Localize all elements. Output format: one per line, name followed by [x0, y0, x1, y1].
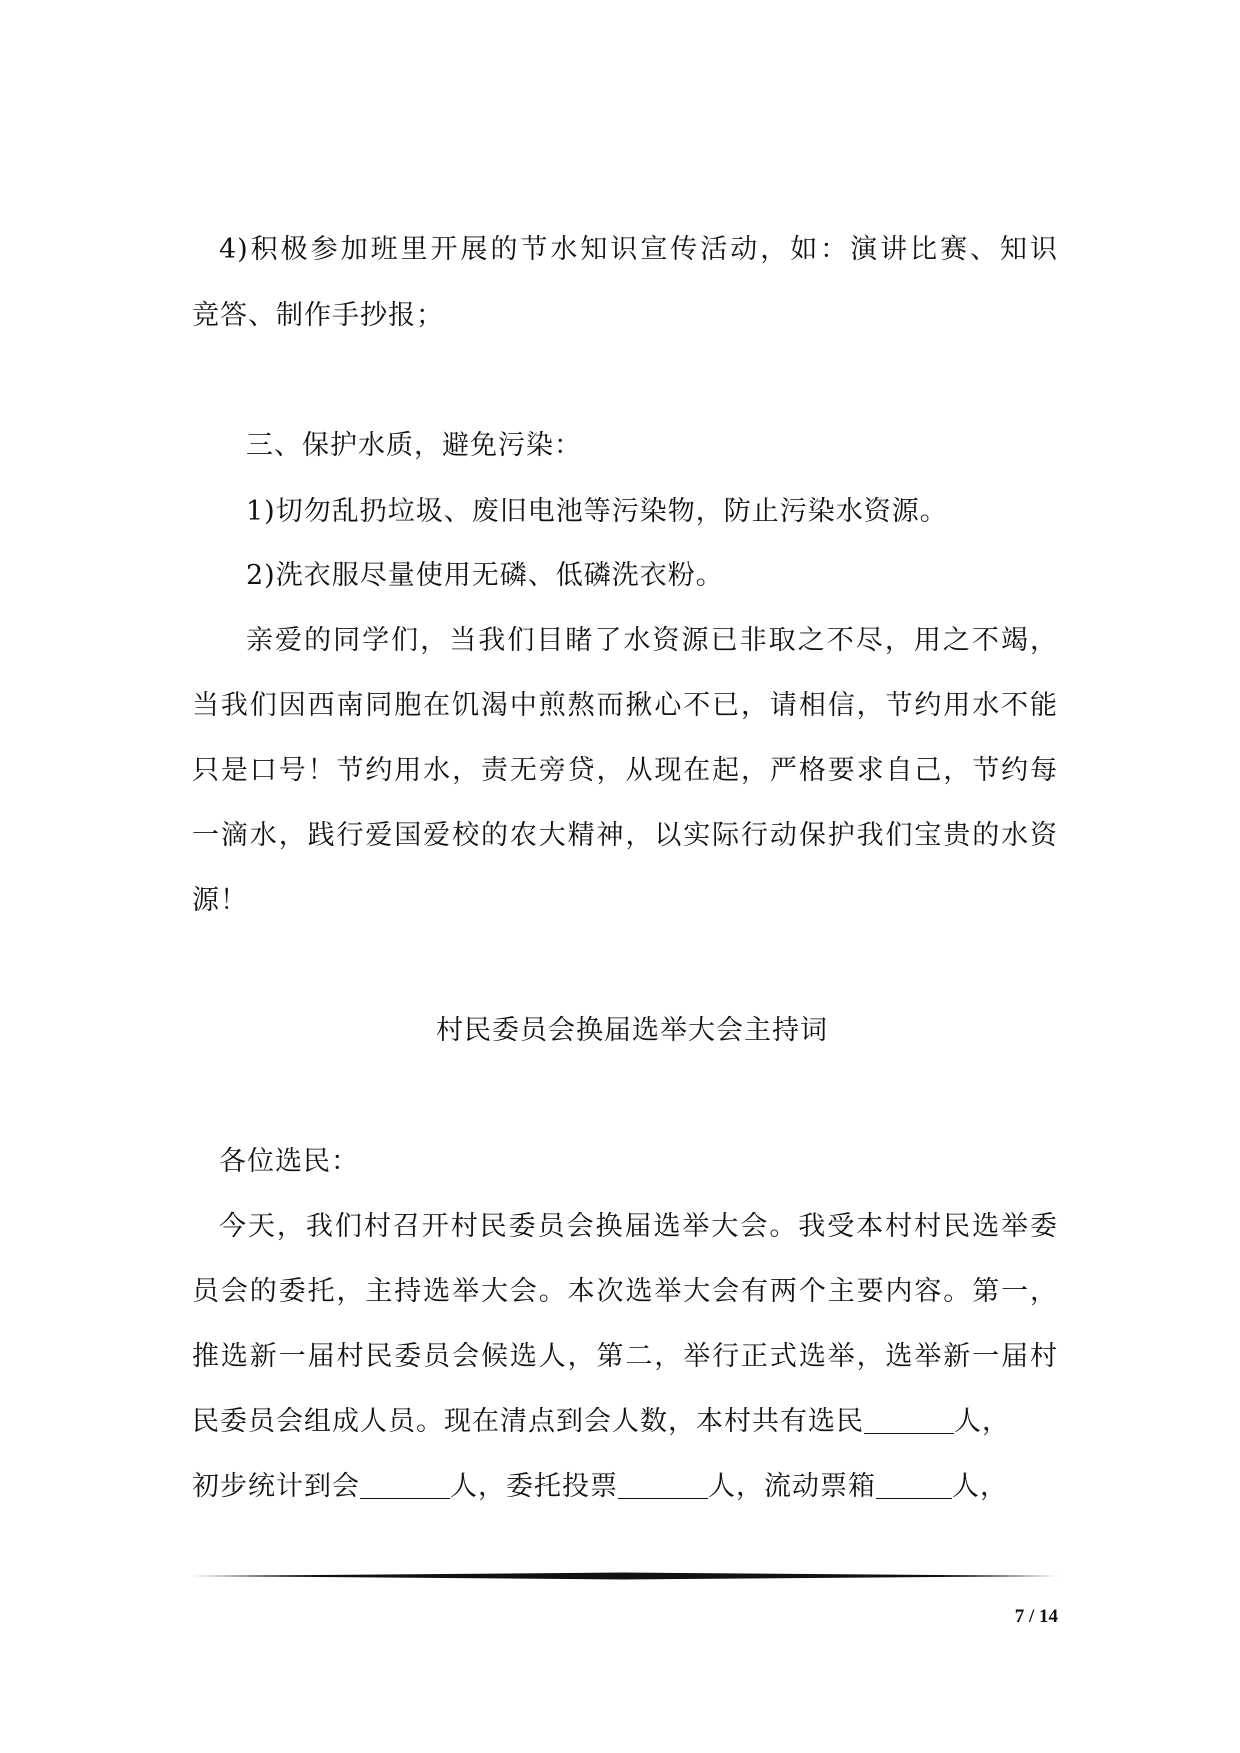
- speech-p1-line-1: 今天，我们村召开村民委员会换届选举大会。我受本村村民选举委: [219, 1211, 1058, 1242]
- closing-line-3: 只是口号！节约用水，责无旁贷，从现在起，严格要求自己，节约每: [192, 755, 1058, 786]
- list-item-4-line-1: 4)积极参加班里开展的节水知识宣传活动，如：演讲比赛、知识: [219, 234, 1058, 265]
- footer-rule: [192, 1572, 1058, 1580]
- speech-greeting: 各位选民：: [219, 1146, 359, 1177]
- speech-p1-line-4-text: 民委员会组成人员。现在清点到会人数，本村共有选民: [192, 1406, 864, 1437]
- list-item-4-line-2: 竞答、制作手抄报；: [192, 300, 444, 331]
- blank-proxy-votes: [618, 1472, 708, 1499]
- section-3-item-1: 1)切勿乱扔垃圾、废旧电池等污染物，防止污染水资源。: [246, 496, 948, 527]
- speech-p1-line-4-unit: 人，: [954, 1406, 1010, 1437]
- speech-p1-line-5-text-b: 人，委托投票: [450, 1471, 618, 1502]
- speech-p1-line-2: 员会的委托，主持选举大会。本次选举大会有两个主要内容。第一，: [192, 1276, 1058, 1307]
- blank-total-voters: [864, 1407, 954, 1434]
- page-number: 7 / 14: [1014, 1606, 1058, 1627]
- section-3-heading: 三、保护水质，避免污染：: [246, 430, 582, 461]
- closing-line-1: 亲爱的同学们，当我们目睹了水资源已非取之不尽，用之不竭，: [246, 625, 1058, 656]
- speech-p1-line-5: [192, 1469, 1058, 1505]
- blank-mobile-ballot-box: [876, 1472, 952, 1499]
- speech-p1-line-5-text-c: 人，流动票箱: [708, 1471, 876, 1502]
- speech-p1-line-5-text-d: 人，: [952, 1471, 1008, 1502]
- section-3-item-2: 2)洗衣服尽量使用无磷、低磷洗衣粉。: [246, 560, 724, 591]
- speech-p1-line-3: 推选新一届村民委员会候选人，第二，举行正式选举，选举新一届村: [192, 1341, 1058, 1372]
- closing-line-5: 源！: [192, 885, 248, 916]
- blank-attendees: [360, 1472, 450, 1499]
- speech-title: 村民委员会换届选举大会主持词: [436, 1015, 828, 1046]
- speech-p1-line-5-text-a: 初步统计到会: [192, 1471, 360, 1502]
- speech-p1-line-4: [192, 1404, 1058, 1440]
- closing-line-4: 一滴水，践行爱国爱校的农大精神，以实际行动保护我们宝贵的水资: [192, 820, 1058, 851]
- closing-line-2: 当我们因西南同胞在饥渴中煎熬而揪心不已，请相信，节约用水不能: [192, 690, 1058, 721]
